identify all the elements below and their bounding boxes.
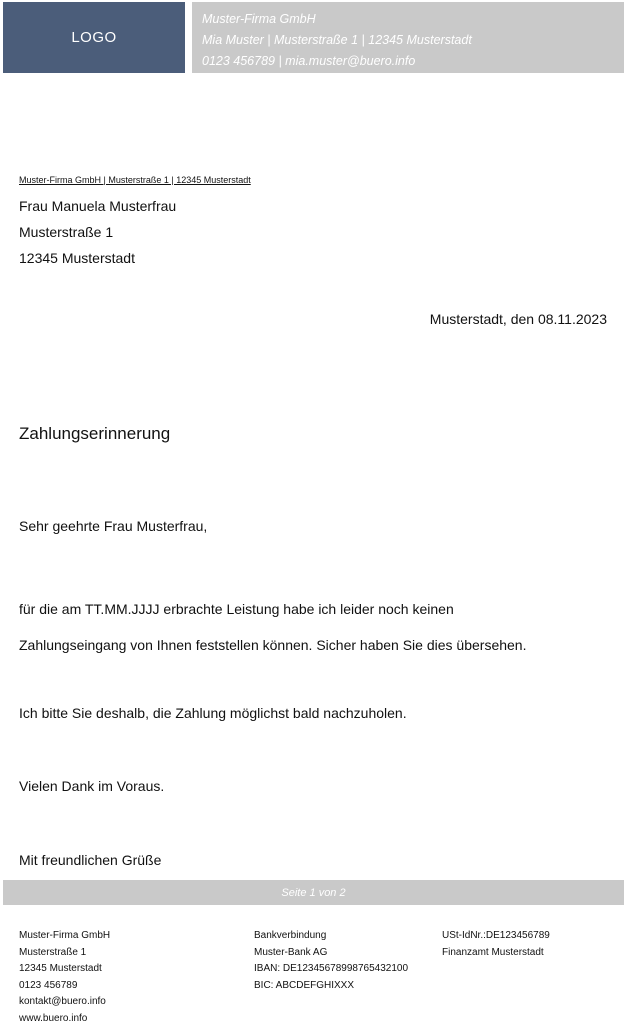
footer-tax-id: USt-IdNr.:DE123456789	[442, 930, 550, 941]
sender-return-address: Muster-Firma GmbH | Musterstraße 1 | 12345 Musterstadt	[19, 175, 251, 185]
letterhead-company: Muster-Firma GmbH	[202, 12, 316, 26]
page-indicator-bar	[3, 880, 624, 905]
page-indicator: Seite 1 von 2	[281, 886, 346, 899]
footer-bank-heading: Bankverbindung	[254, 930, 327, 941]
footer-company-name: Muster-Firma GmbH	[19, 930, 111, 941]
body-thanks: Vielen Dank im Voraus.	[19, 778, 165, 794]
body-paragraph-1	[19, 591, 526, 663]
body-paragraph-1-line-1: für die am TT.MM.JJJJ erbrachte Leistung habe ich leider noch keinen	[19, 601, 454, 617]
footer-bank-iban: IBAN: DE12345678998765432100	[254, 963, 409, 975]
footer-bank-column	[254, 928, 408, 994]
letterhead-address: Mia Muster | Musterstraße 1 | 12345 Musterstadt	[202, 33, 472, 47]
footer-tax-column	[442, 928, 550, 961]
recipient-city: 12345 Musterstadt	[19, 250, 135, 266]
letter-salutation: Sehr geehrte Frau Musterfrau,	[19, 518, 208, 534]
footer-bank-name: Muster-Bank AG	[254, 946, 328, 958]
letter-closing: Mit freundlichen Grüße	[19, 852, 162, 868]
company-logo	[3, 2, 185, 73]
footer-company-city: 12345 Musterstadt	[19, 963, 102, 975]
body-paragraph-2: Ich bitte Sie deshalb, die Zahlung möglichst bald nachzuholen.	[19, 705, 407, 721]
footer-company-street: Musterstraße 1	[19, 946, 87, 958]
footer-company-email: kontakt@buero.info	[19, 996, 106, 1008]
letterhead-contact: 0123 456789 | mia.muster@buero.info	[202, 54, 416, 68]
logo-text: LOGO	[71, 29, 117, 46]
footer-bank-bic: BIC: ABCDEFGHIXXX	[254, 979, 355, 991]
footer-company-website: www.buero.info	[19, 1012, 88, 1024]
footer-company-column	[19, 928, 110, 1028]
letter-subject: Zahlungserinnerung	[19, 424, 171, 443]
footer-tax-office: Finanzamt Musterstadt	[442, 946, 544, 958]
letter-date: Musterstadt, den 08.11.2023	[429, 311, 607, 327]
footer-company-phone: 0123 456789	[19, 979, 78, 991]
recipient-street: Musterstraße 1	[19, 224, 114, 240]
recipient-address	[19, 193, 176, 271]
body-paragraph-1-line-2: Zahlungseingang von Ihnen feststellen können. Sicher haben Sie dies übersehen.	[19, 637, 527, 653]
letterhead	[192, 2, 624, 73]
recipient-name: Frau Manuela Musterfrau	[19, 198, 177, 214]
